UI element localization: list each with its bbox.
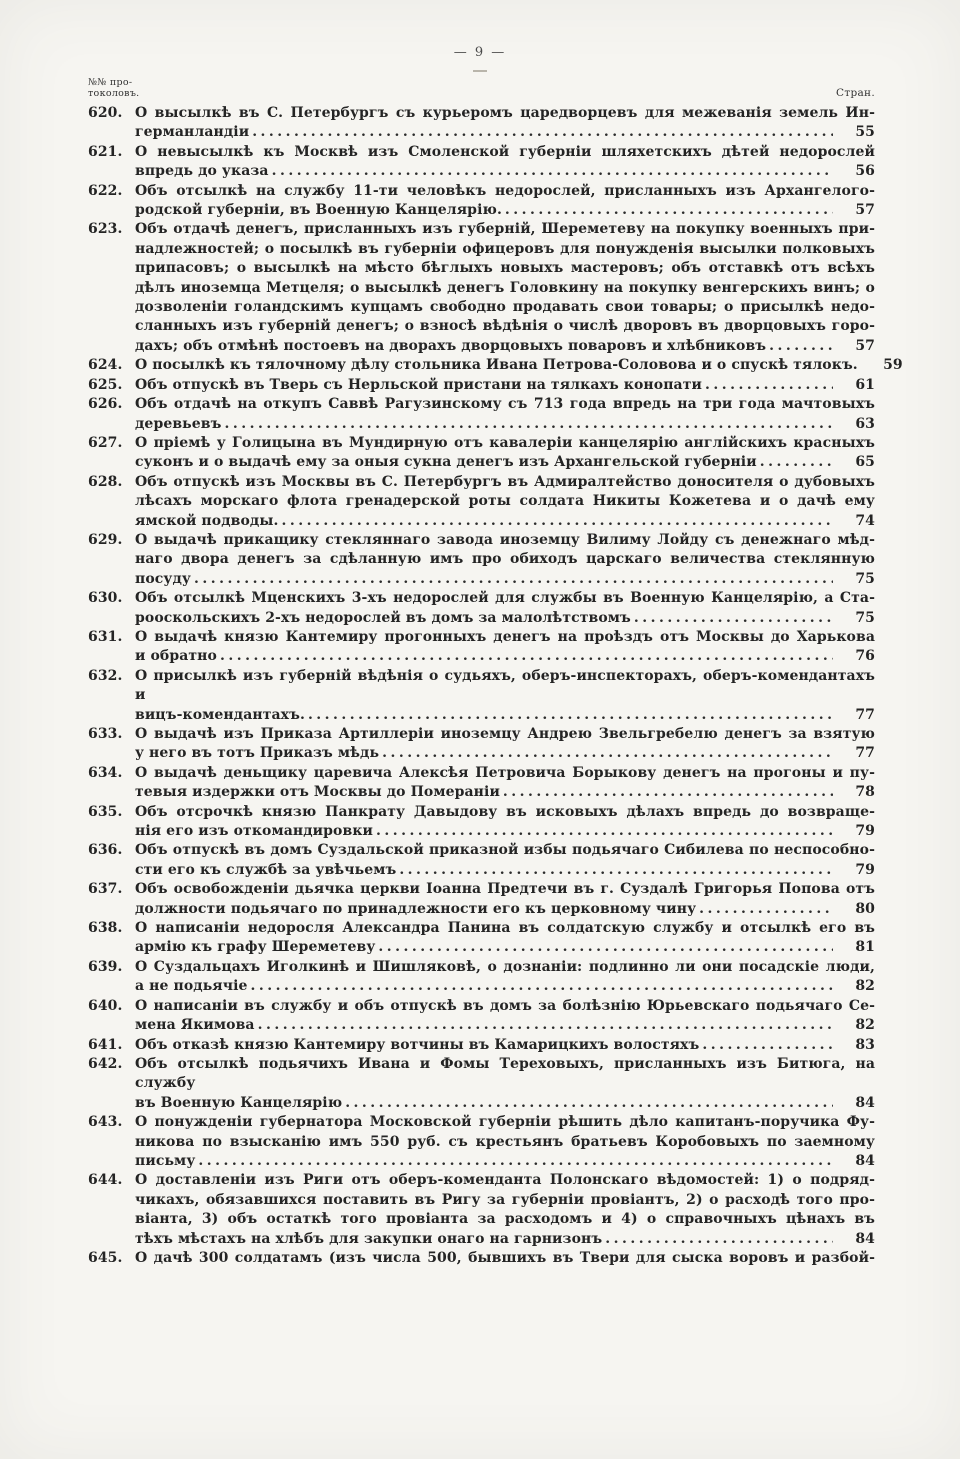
entry-last-line — [135, 356, 903, 375]
entry-last-line — [135, 1016, 875, 1035]
entry-text-line: Объ отдачѣ на откупъ Саввѣ Рагузинскому съ 713 года впредь на три года мачтовыхъ — [135, 396, 875, 413]
entry-body — [135, 725, 875, 764]
entry-number: 629. — [88, 531, 123, 548]
entry-text-line: Объ отсылкѣ Мценскихъ 3-хъ недорослей для службы въ Военную Канцелярію, а Ста- — [135, 590, 875, 607]
entry-number: 638. — [88, 920, 123, 937]
entry-last-line — [135, 201, 875, 220]
entry-text: нія его изъ откомандировки — [135, 823, 374, 840]
entry-body — [135, 356, 903, 375]
entry-text: деревьевъ — [135, 415, 222, 432]
entry-text: вицъ-комендантахъ. — [135, 706, 305, 723]
entry-body — [135, 1171, 875, 1249]
entry-last-line — [135, 1230, 875, 1249]
entry-last-line — [135, 415, 875, 434]
entry-body — [135, 220, 875, 356]
entry-number: 645. — [88, 1249, 123, 1266]
entry-number: 632. — [88, 667, 123, 684]
entry-page-number: 55 — [855, 124, 875, 141]
protocol-column-header — [88, 78, 140, 99]
entry-text-line: Объ отсылкѣ подьячихъ Ивана и Фомы Тереховыхъ, присланныхъ изъ Битюга, на службу — [135, 1055, 875, 1092]
toc-entry — [88, 764, 875, 803]
dot-leader — [345, 1094, 833, 1113]
dot-leader — [769, 337, 833, 356]
entry-page-number: 57 — [855, 202, 875, 219]
toc-entry — [88, 1055, 875, 1113]
entry-text: письму — [135, 1152, 196, 1169]
entry-text: тевыя издержки отъ Москвы до Помераніи — [135, 784, 500, 801]
entry-body — [135, 531, 875, 589]
header-ornament — [473, 70, 487, 72]
dot-leader — [605, 1230, 833, 1249]
entry-page-number: 56 — [855, 163, 875, 180]
entry-text-line: О доставленіи изъ Риги отъ оберъ-коменданта Полонскаго вѣдомостей: 1) о подряд- — [135, 1172, 875, 1189]
toc-entry — [88, 1113, 875, 1171]
entry-last-line — [135, 570, 875, 589]
entry-number: 644. — [88, 1172, 123, 1189]
toc-entry — [88, 434, 875, 473]
entry-text-line: О высылкѣ въ С. Петербургъ съ курьеромъ царедворцевъ для межеванія земель Ин- — [135, 105, 875, 121]
entry-page-number: 84 — [855, 1152, 875, 1169]
entry-last-line — [135, 706, 875, 725]
entry-number: 627. — [88, 434, 123, 451]
dot-leader — [252, 123, 833, 142]
entry-text-line: Объ отдачѣ денегъ, присланныхъ изъ губерній, Шереметеву на покупку военныхъ при- — [135, 221, 875, 238]
entry-last-line — [135, 1094, 875, 1113]
dot-leader — [258, 1016, 833, 1035]
entry-text-line: Объ отпускѣ въ домъ Суздальской приказной избы подьячаго Сибилева по неспособно- — [135, 842, 875, 859]
entry-text-line: припасовъ; о высылкѣ на мѣсто бѣглыхъ новыхъ мастеровъ; объ отставкѣ отъ всѣхъ — [135, 260, 875, 277]
toc-entry — [88, 1249, 875, 1268]
entry-text: посуду — [135, 570, 191, 587]
entry-body — [135, 958, 875, 997]
entry-body — [135, 997, 875, 1036]
protocol-column-header-line1: №№ про- — [88, 77, 133, 88]
entry-text: а не подьячіе — [135, 978, 248, 995]
dot-leader — [281, 512, 833, 531]
entry-page-number: 79 — [855, 823, 875, 840]
dot-leader — [378, 938, 833, 957]
entry-page-number: 77 — [855, 706, 875, 723]
entry-page-number: 61 — [855, 376, 875, 393]
entry-number: 636. — [88, 842, 123, 859]
entry-body — [135, 667, 875, 725]
entry-last-line — [135, 977, 875, 996]
toc-entry — [88, 628, 875, 667]
entry-text-line: наго двора денегъ за сдѣланную имъ про обиходъ царскаго величества стеклянную — [135, 551, 875, 568]
entry-number: 641. — [88, 1036, 123, 1053]
entry-body — [135, 143, 875, 182]
entry-body — [135, 764, 875, 803]
entry-last-line — [135, 337, 875, 356]
entry-page-number: 74 — [855, 512, 875, 529]
entry-text-line: чикахъ, обязавшихся поставить въ Ригу за губерніи провіантъ, 2) о расходѣ того про- — [135, 1191, 875, 1208]
entry-text: Объ отпускѣ въ Тверь съ Нерльской пристани на тялкахъ конопати — [135, 376, 702, 393]
entry-text-line: Объ отпускѣ изъ Москвы въ С. Петербургъ въ Адмиралтейство доносителя о дубовыхъ — [135, 473, 875, 490]
entry-last-line — [135, 861, 875, 880]
entry-text-line: О присылкѣ изъ губерній вѣдѣнія о судьяхъ, оберъ-инспекторахъ, оберъ-комендантахъ и — [135, 667, 875, 704]
entry-page-number: 78 — [855, 784, 875, 801]
entry-text-line: О выдачѣ прикащику стекляннаго завода иноземцу Вилиму Лойду съ денежнаго мѣд- — [135, 531, 875, 548]
entry-last-line — [135, 162, 875, 181]
entry-text: армію къ графу Шереметеву — [135, 939, 376, 956]
dot-leader — [376, 822, 833, 841]
entry-body — [135, 919, 875, 958]
entry-text-line: О написаніи въ службу и объ отпускѣ въ домъ за болѣзнію Юрьевскаго подьячаго Се- — [135, 997, 875, 1014]
toc-entry — [88, 841, 875, 880]
entry-text: у него въ тотъ Приказъ мѣдь — [135, 745, 380, 762]
entry-body — [135, 182, 875, 221]
entry-text: родской губерніи, въ Военную Канцелярію. — [135, 202, 502, 219]
entry-last-line — [135, 1036, 875, 1055]
dot-leader — [308, 706, 833, 725]
dot-leader — [503, 783, 833, 802]
entry-number: 634. — [88, 764, 123, 781]
entry-body — [135, 1055, 875, 1113]
toc-entries — [88, 104, 903, 1268]
entry-body — [135, 803, 875, 842]
entry-text: германландіи — [135, 124, 250, 141]
toc-entry — [88, 376, 875, 395]
dot-leader — [382, 744, 833, 763]
entry-text-line: О дачѣ 300 солдатамъ (изъ числа 500, бывшихъ въ Твери для сыска воровъ и разбой- — [135, 1249, 875, 1266]
entry-text: въ Военную Канцелярію — [135, 1094, 343, 1111]
entry-page-number: 75 — [855, 609, 875, 626]
entry-text: дахъ; объ отмѣнѣ постоевъ на дворахъ дворцовыхъ поваровъ и хлѣбниковъ — [135, 337, 767, 354]
entry-page-number: 79 — [855, 861, 875, 878]
entry-text: О посылкѣ къ тялочному дѣлу стольника Ивана Петрова-Соловова и о спускѣ тялокъ. — [135, 357, 858, 374]
entry-text-line: О написаніи недоросля Александра Панина въ солдатскую службу и отсылкѣ его въ — [135, 920, 875, 937]
entry-number: 626. — [88, 396, 123, 413]
entry-last-line — [135, 376, 875, 395]
entry-last-line — [135, 1152, 875, 1171]
entry-number: 635. — [88, 803, 123, 820]
entry-body — [135, 395, 875, 434]
entry-text: мена Якимова — [135, 1017, 255, 1034]
dot-leader — [699, 900, 833, 919]
entry-page-number: 83 — [855, 1036, 875, 1053]
entry-number: 622. — [88, 182, 123, 199]
entry-text: впредь до указа — [135, 163, 269, 180]
dot-leader — [399, 861, 833, 880]
entry-page-number: 81 — [855, 939, 875, 956]
entry-page-number: 77 — [855, 745, 875, 762]
dot-leader — [198, 1152, 833, 1171]
dot-leader — [272, 162, 833, 181]
entry-text-line: дѣлъ иноземца Метцеля; о высылкѣ денегъ Головкину на покупку венгерскихъ винъ; о — [135, 279, 875, 296]
entry-text-line: Объ отсылкѣ на службу 11-ти человѣкъ недорослей, присланныхъ изъ Архангелого- — [135, 182, 875, 199]
dot-leader — [224, 415, 833, 434]
entry-number: 640. — [88, 997, 123, 1014]
entry-page-number: 59 — [883, 357, 903, 374]
entry-last-line — [135, 647, 875, 666]
toc-entry — [88, 1171, 875, 1249]
entry-text: должности подьячаго по принадлежности его къ церковному чину — [135, 900, 697, 917]
entry-number: 633. — [88, 726, 123, 742]
entry-body — [135, 841, 875, 880]
toc-entry — [88, 880, 875, 919]
toc-entry — [88, 182, 875, 221]
toc-entry — [88, 667, 875, 725]
entry-text: Объ отказѣ князю Кантемиру вотчины въ Камарицкихъ волостяхъ — [135, 1036, 700, 1053]
column-headers — [88, 78, 875, 99]
entry-page-number: 84 — [855, 1230, 875, 1247]
toc-entry — [88, 531, 875, 589]
entry-text-line: О невысылкѣ къ Москвѣ изъ Смоленской губерніи шляхетскихъ дѣтей недорослей — [135, 143, 875, 160]
entry-text-line: Объ освобожденіи дьячка церкви Іоанна Предтечи въ г. Суздалѣ Григорья Попова отъ — [135, 881, 875, 898]
entry-last-line — [135, 744, 875, 763]
entry-text: и обратно — [135, 648, 217, 665]
entry-page-number: 57 — [855, 337, 875, 354]
entry-last-line — [135, 512, 875, 531]
entry-number: 639. — [88, 958, 123, 975]
dot-leader — [705, 376, 833, 395]
entry-number: 623. — [88, 221, 123, 238]
entry-number: 624. — [88, 357, 123, 374]
entry-number: 643. — [88, 1114, 123, 1131]
entry-text-line: О Суздальцахъ Иголкинѣ и Шишляковѣ, о дознаніи: подлинно ли они посадскіе люди, — [135, 958, 875, 975]
dot-leader — [634, 609, 833, 628]
entry-number: 631. — [88, 628, 123, 645]
dot-leader — [702, 1036, 833, 1055]
page-column-header: Стран. — [836, 87, 875, 99]
entry-number: 630. — [88, 590, 123, 607]
toc-entry — [88, 589, 875, 628]
toc-entry — [88, 725, 875, 764]
toc-entry — [88, 1036, 875, 1055]
entry-page-number: 82 — [855, 1017, 875, 1034]
entry-text: ямской подводы. — [135, 512, 279, 529]
entry-body — [135, 628, 875, 667]
entry-last-line — [135, 938, 875, 957]
entry-page-number: 63 — [855, 415, 875, 432]
entry-text: рооскольскихъ 2-хъ недорослей въ домъ за малолѣтствомъ — [135, 609, 631, 626]
entry-last-line — [135, 453, 875, 472]
toc-entry — [88, 356, 903, 375]
entry-number: 642. — [88, 1055, 123, 1072]
entry-body — [135, 1036, 875, 1055]
entry-body — [135, 1113, 875, 1171]
entry-number: 625. — [88, 376, 123, 393]
entry-text: суконъ и о выдачѣ ему за оныя сукна денегъ изъ Архангельской губерніи — [135, 454, 757, 471]
entry-text-line: віанта, 3) объ остаткѣ того провіанта за расходомъ и 4) о справочныхъ цѣнахъ въ — [135, 1211, 875, 1228]
entry-body — [135, 434, 875, 473]
entry-text-line: дозволеніи голандскимъ купцамъ свободно продавать свои товары; о присылкѣ недо- — [135, 299, 875, 316]
entry-text-line: лѣсахъ морскаго флота гренадерской роты солдата Никиты Кожетева и о дачѣ ему — [135, 493, 875, 510]
entry-text-line: никова по взысканію имъ 550 руб. съ крестьянъ братьевъ Коробовыхъ по заемному — [135, 1133, 875, 1150]
entry-page-number: 82 — [855, 978, 875, 995]
entry-number: 628. — [88, 473, 123, 490]
entry-number: 620. — [88, 105, 123, 121]
entry-text-line: О выдачѣ деньщику царевича Алексѣя Петровича Борыкову денегъ на прогоны и пу- — [135, 764, 875, 781]
entry-text: сти его къ службѣ за увѣчьемъ — [135, 861, 397, 878]
entry-text-line: О понужденіи губернатора Московской губерніи рѣшить дѣло капитанъ-поручика Фу- — [135, 1114, 875, 1131]
entry-last-line — [135, 900, 875, 919]
toc-entry — [88, 143, 875, 182]
entry-last-line — [135, 783, 875, 802]
dot-leader — [760, 453, 833, 472]
entry-page-number: 75 — [855, 570, 875, 587]
toc-entry — [88, 919, 875, 958]
protocol-column-header-line2: токоловъ. — [88, 87, 140, 99]
toc-entry — [88, 104, 875, 143]
entry-number: 637. — [88, 881, 123, 898]
entry-number: 621. — [88, 143, 123, 160]
dot-leader — [505, 201, 833, 220]
toc-entry — [88, 395, 875, 434]
entry-page-number: 65 — [855, 454, 875, 471]
entry-text-line: сланныхъ изъ губерній денегъ; о взносѣ вѣдѣнія о числѣ дворовъ въ дворцовыхъ горо- — [135, 318, 875, 335]
entry-body — [135, 104, 875, 143]
entry-last-line — [135, 609, 875, 628]
entry-body — [135, 376, 875, 395]
toc-entry — [88, 803, 875, 842]
entry-body — [135, 1249, 875, 1268]
entry-page-number: 76 — [855, 648, 875, 665]
dot-leader — [220, 647, 833, 666]
entry-text-line: О выдачѣ князю Кантемиру прогонныхъ денегъ на проѣздъ отъ Москвы до Харькова — [135, 628, 875, 645]
entry-body — [135, 473, 875, 531]
entry-body — [135, 589, 875, 628]
dot-leader — [251, 977, 833, 996]
dot-leader — [194, 570, 833, 589]
entry-text-line: О выдачѣ изъ Приказа Артиллеріи иноземцу Андрею Звельгребелю денегъ за взятую — [135, 726, 875, 742]
entry-last-line — [135, 822, 875, 841]
entry-page-number: 80 — [855, 900, 875, 917]
toc-entry — [88, 958, 875, 997]
entry-text: тѣхъ мѣстахъ на хлѣбъ для закупки онаго на гарнизонъ — [135, 1230, 603, 1247]
toc-entry — [88, 220, 875, 356]
entry-text-line: Объ отсрочкѣ князю Панкрату Давыдову въ исковыхъ дѣлахъ впредь до возвраще- — [135, 803, 875, 820]
entry-body — [135, 880, 875, 919]
entry-text-line: О пріемѣ у Голицына въ Мундирную отъ кавалеріи канцелярію англійскихъ красныхъ — [135, 434, 875, 451]
entry-page-number: 84 — [855, 1094, 875, 1111]
toc-entry — [88, 997, 875, 1036]
entry-text-line: надлежностей; о посылкѣ въ губерніи офицеровъ для понужденія высылки полковыхъ — [135, 240, 875, 257]
page-number-header: — 9 — — [453, 45, 507, 60]
toc-entry — [88, 473, 875, 531]
entry-last-line — [135, 123, 875, 142]
